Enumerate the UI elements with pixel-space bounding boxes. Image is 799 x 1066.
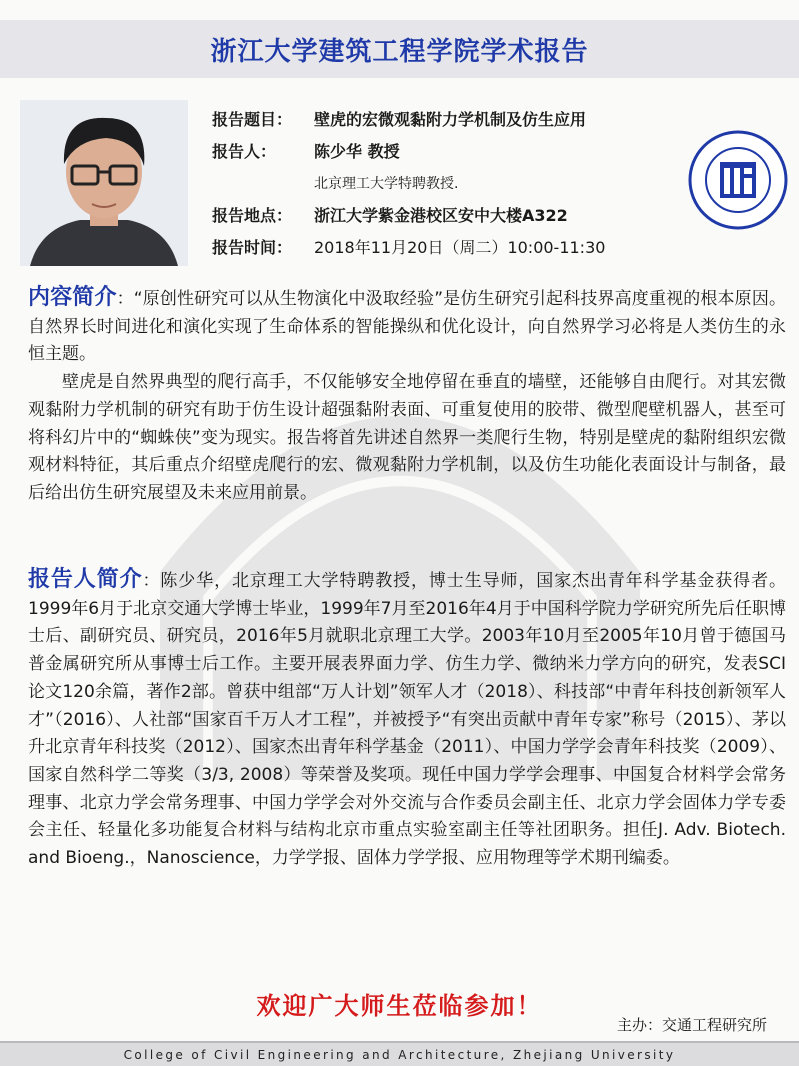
portrait-icon (20, 100, 188, 266)
topic-row (212, 104, 672, 136)
bio-heading: 报告人简介 (28, 567, 143, 592)
college-logo-icon (688, 130, 788, 230)
title-banner (0, 20, 799, 78)
abstract-section (28, 284, 786, 508)
abstract-paragraph-2: 壁虎是自然界典型的爬行高手，不仅能够安全地停留在垂直的墙壁，还能够自由爬行。对其宏微观黏附力学机制的研究有助于仿生设计超强黏附表面、可重复使用的胶带、微型爬壁机器人，甚至可将科幻片中的“蜘蛛侠”变为现实。报告将首先讲述自然界一类爬行生物，特别是壁虎的黏附组织宏微观材料特征，其后重点介绍壁虎爬行的宏、微观黏附力学机制，以及仿生功能化表面设计与制备，最后给出仿生研究展望及未来应用前景。 (28, 372, 786, 503)
speaker-row (212, 136, 672, 168)
time-row (212, 232, 672, 264)
abstract-text-1: ：“原创性研究可以从生物演化中汲取经验”是仿生研究引起科技界高度重视的根本原因。自然界长时间进化和演化实现了生命体系的智能操纵和优化设计，向自然界学习必将是人类仿生的永恒主题。 (28, 289, 786, 365)
topic-label: 报告题目： (212, 110, 293, 129)
abstract-heading: 内容简介 (28, 285, 117, 310)
host-organizer: 主办：交通工程研究所 (616, 1016, 767, 1034)
welcome-message: 欢迎广大师生莅临参加！ (256, 992, 543, 1020)
bio-text: ：陈少华，北京理工大学特聘教授，博士生导师，国家杰出青年科学基金获得者。1999年6月于北京交通大学博士毕业，1999年7月至2016年4月于中国科学院力学研究所先后任职博士后、副研究员、研究员，2016年5月就职北京理工大学。2003年10月至2005年10月曾于德国马普金属研究所从事博士后工作。主要开展表界面力学、仿生力学、微纳米力学方向的研究，发表SCI论文120余篇，著作2部。曾获中组部“万人计划”领军人才（2018）、科技部“中青年科技创新领军人才”（2016）、人社部“国家百千万人才工程”，并被授予“有突出贡献中青年专家”称号（2015）、茅以升北京青年科技奖（2012）、国家杰出青年科学基金（2011）、中国力学学会青年科技奖（2009）、国家自然科学二等奖（3/3, 2008）等荣誉及奖项。现任中国力学学会理事、中国复合材料学会常务理事、北京力学会常务理事、中国力学学会对外交流与合作委员会副主任、北京力学会固体力学专委会主任、轻量化多功能复合材料与结构北京市重点实验室副主任等社团职务。担任J. Adv. Biotech. and Bioeng.，Nanoscience，力学学报、固体力学学报、应用物理等学术期刊编委。 (28, 571, 786, 869)
abstract-paragraph-1 (28, 284, 786, 369)
location-row (212, 200, 672, 232)
location-value: 浙江大学紫金港校区安中大楼A322 (314, 206, 568, 225)
bio-section (28, 566, 786, 873)
location-label: 报告地点： (212, 206, 293, 225)
time-value: 2018年11月20日（周二）10:00-11:30 (314, 238, 606, 257)
speaker-title: 北京理工大学特聘教授. (314, 176, 459, 192)
talk-info (212, 104, 672, 264)
speaker-label: 报告人： (212, 142, 277, 161)
speaker-value: 陈少华 教授 (314, 142, 400, 161)
speaker-photo (20, 100, 188, 266)
topic-value: 壁虎的宏微观黏附力学机制及仿生应用 (314, 110, 587, 129)
page-title: 浙江大学建筑工程学院学术报告 (210, 36, 589, 67)
footer-college-name: College of Civil Engineering and Architecture, Zhejiang University (0, 1041, 799, 1066)
bio-paragraph (28, 566, 786, 873)
time-label: 报告时间： (212, 238, 293, 257)
